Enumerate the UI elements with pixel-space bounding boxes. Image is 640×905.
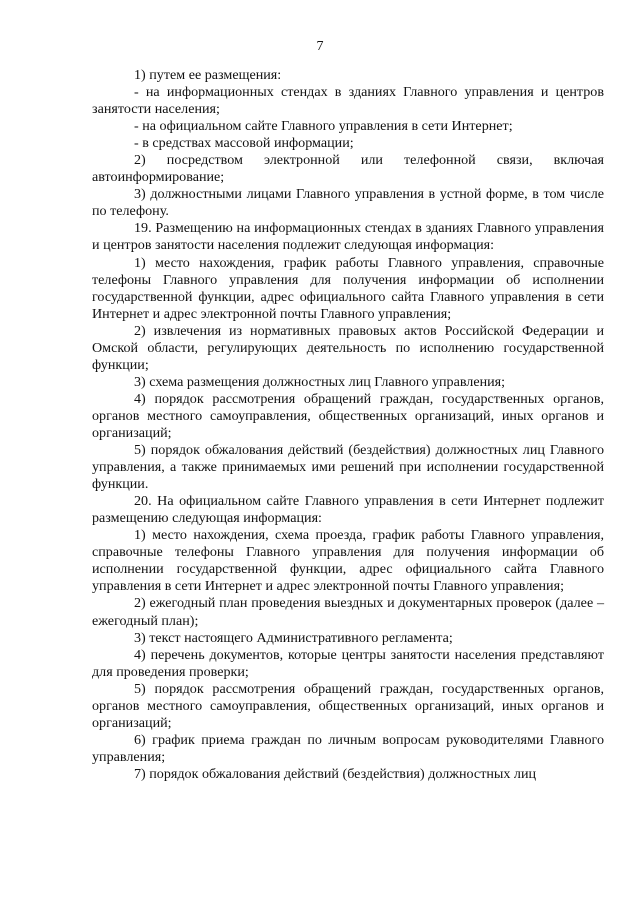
paragraph-8: 1) место нахождения, график работы Главного управления, справочные телефоны Главного управления для получения информации об исполнении государственной функции, адрес официального сайта Главного управления в сети Интернет и адрес электронной почты Главного управления;	[92, 254, 604, 322]
paragraph-10: 3) схема размещения должностных лиц Главного управления;	[134, 373, 506, 390]
paragraph-4: - в средствах массовой информации;	[134, 135, 354, 152]
paragraph-11: 4) порядок рассмотрения обращений граждан, государственных органов, органов местного самоуправления, общественных организаций, иных органов и организаций;	[92, 390, 604, 441]
paragraph-2: - на информационных стендах в зданиях Главного управления и центров занятости населения;	[92, 84, 604, 118]
paragraph-9: 2) извлечения из нормативных правовых актов Российской Федерации и Омской области, регулирующих деятельность по исполнению государственной функции;	[92, 322, 604, 373]
paragraph-13: 20. На официальном сайте Главного управления в сети Интернет подлежит размещению следующая информация:	[92, 493, 604, 527]
paragraph-7: 19. Размещению на информационных стендах в зданиях Главного управления и центров занятости населения подлежит следующая информация:	[92, 220, 604, 254]
paragraph-20: 7) порядок обжалования действий (бездействия) должностных лиц	[134, 765, 537, 782]
page-number: 7	[316, 39, 324, 54]
document-body	[92, 67, 604, 783]
paragraph-15: 2) ежегодный план проведения выездных и документарных проверок (далее – ежегодный план);	[92, 595, 604, 629]
paragraph-12: 5) порядок обжалования действий (бездействия) должностных лиц Главного управления, а также принимаемых ими решений при исполнении государственной функции.	[92, 442, 604, 493]
paragraph-3: - на официальном сайте Главного управления в сети Интернет;	[134, 118, 513, 135]
paragraph-1: 1) путем ее размещения:	[134, 67, 282, 83]
paragraph-6: 3) должностными лицами Главного управления в устной форме, в том числе по телефону.	[92, 186, 604, 220]
paragraph-17: 4) перечень документов, которые центры занятости населения представляют для проведения проверки;	[92, 646, 604, 680]
paragraph-14: 1) место нахождения, схема проезда, график работы Главного управления, справочные телефоны Главного управления для получения информации об исполнении государственной функции, адрес официального сайта Главного управления в сети Интернет и адрес электронной почты Главного управления;	[92, 527, 604, 595]
paragraph-5: 2) посредством электронной или телефонной связи, включая автоинформирование;	[92, 152, 604, 186]
paragraph-18: 5) порядок рассмотрения обращений граждан, государственных органов, органов местного самоуправления, общественных организаций, иных органов и организаций;	[92, 680, 604, 731]
paragraph-16: 3) текст настоящего Административного регламента;	[134, 629, 453, 646]
paragraph-19: 6) график приема граждан по личным вопросам руководителями Главного управления;	[92, 731, 604, 765]
